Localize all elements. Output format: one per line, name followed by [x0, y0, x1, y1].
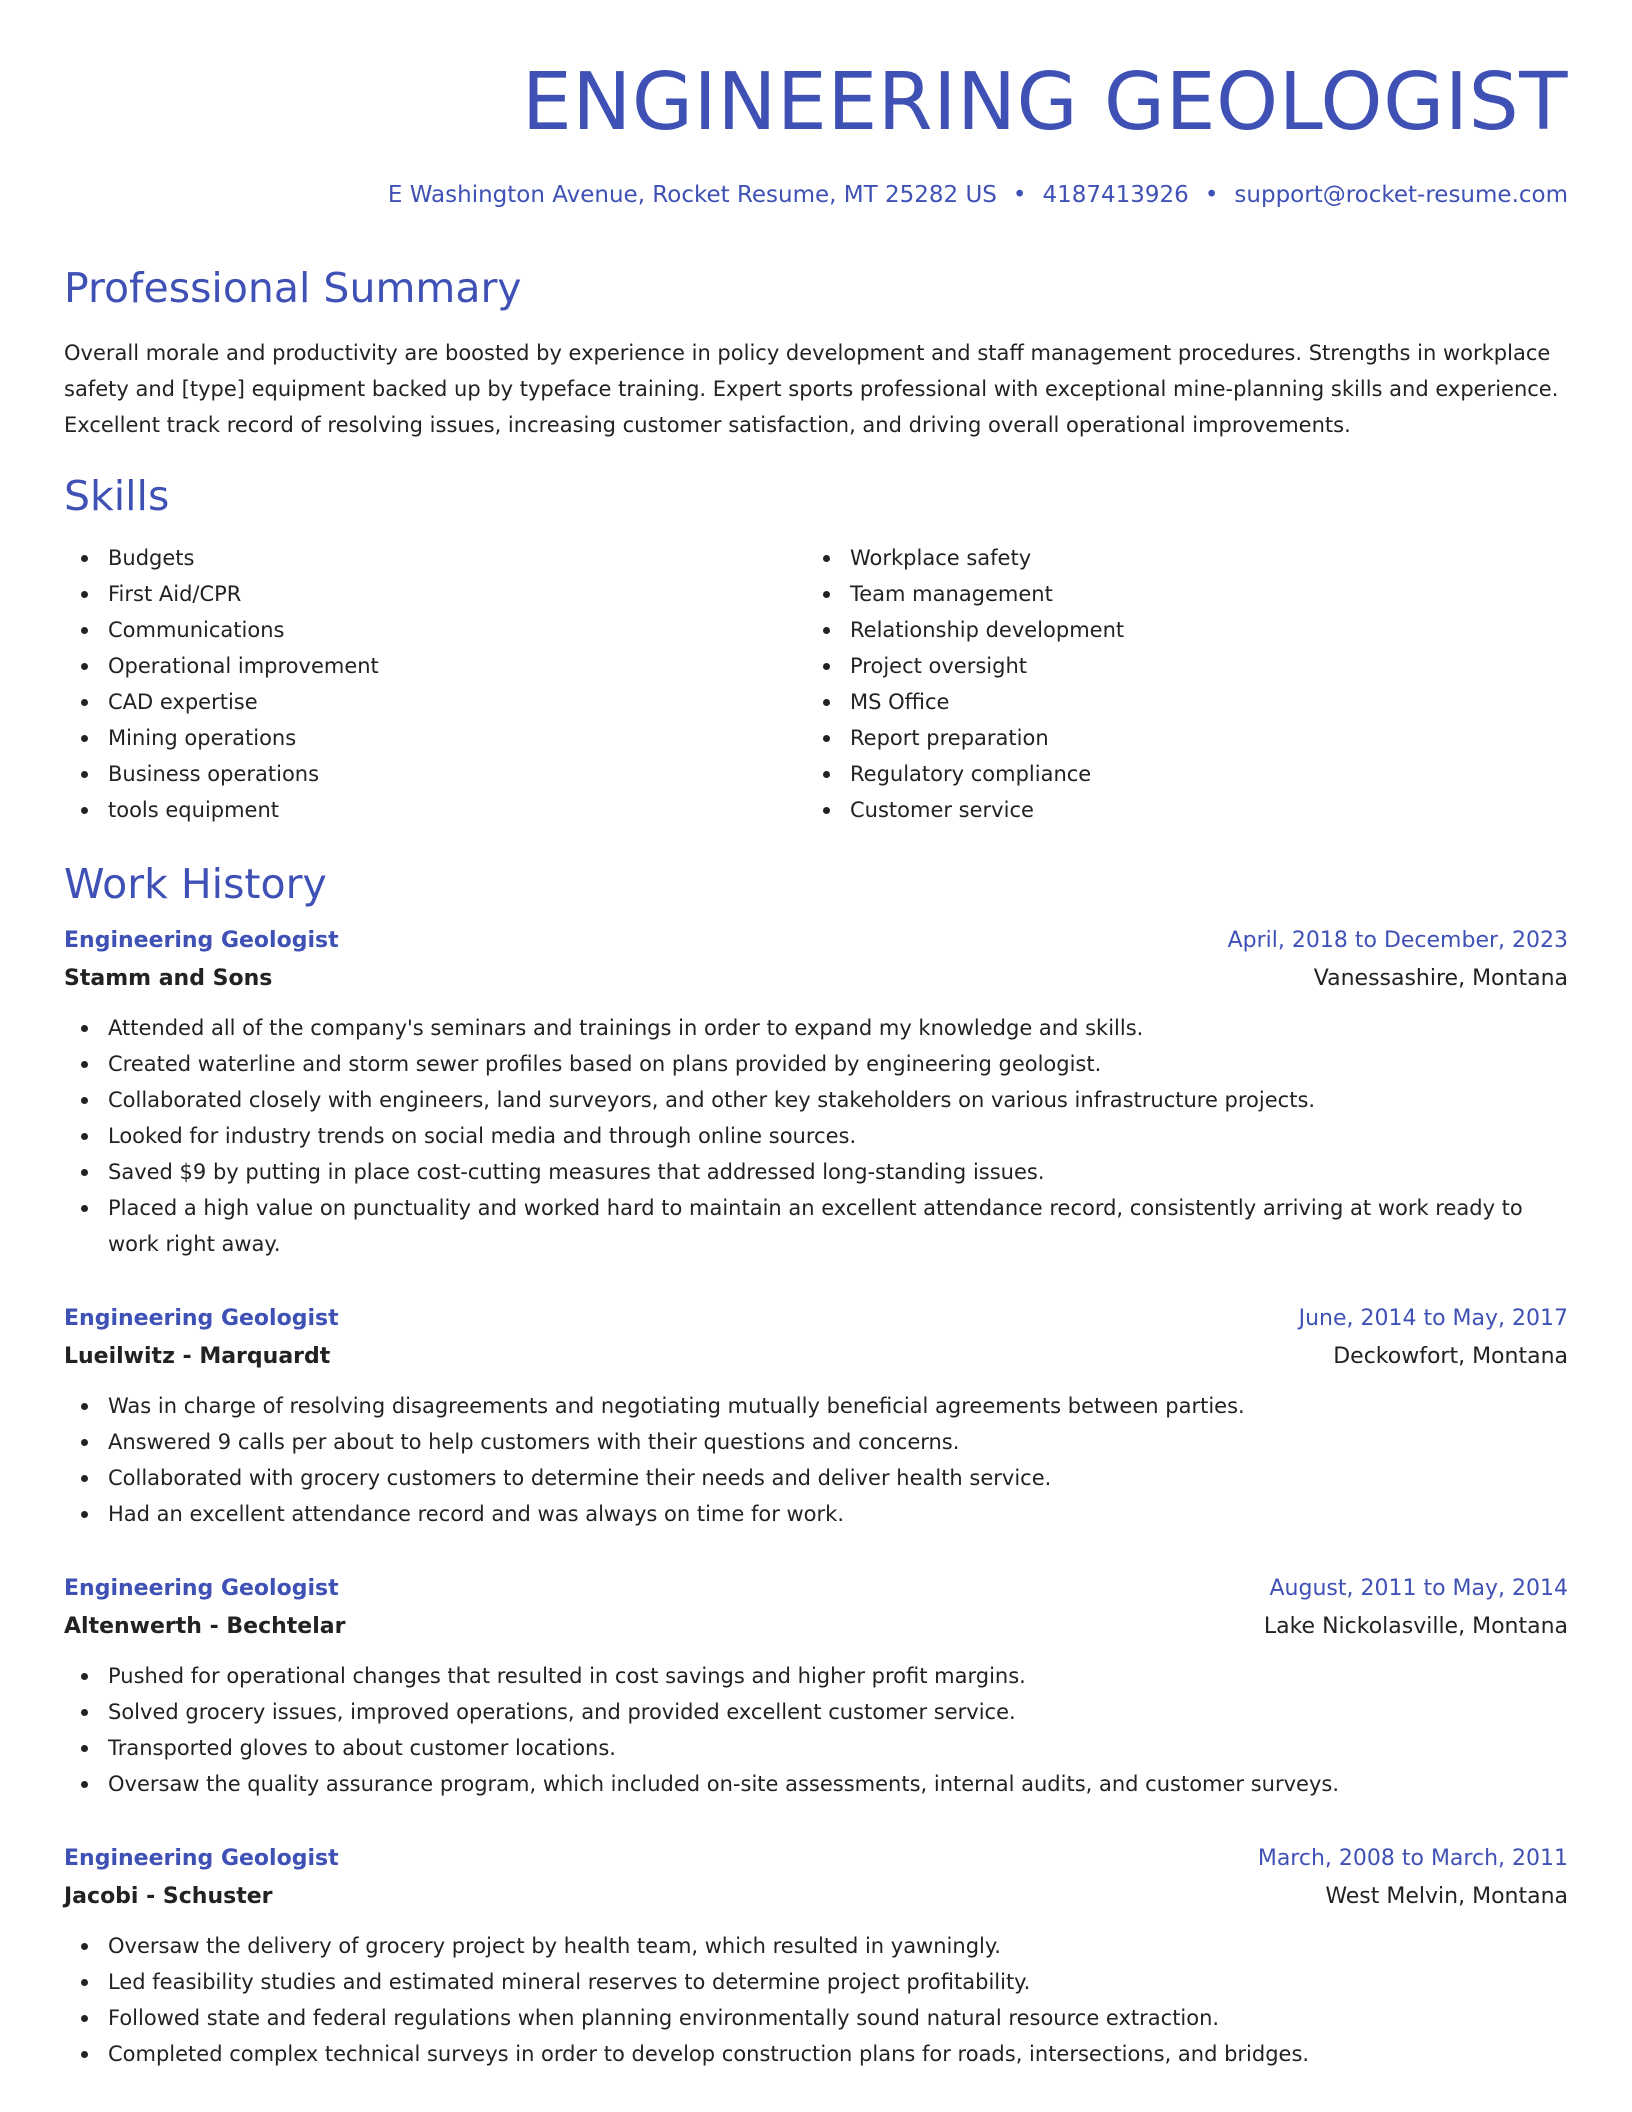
job-dates: June, 2014 to May, 2017 — [1298, 1306, 1568, 1331]
job-location: West Melvin, Montana — [1325, 1884, 1568, 1909]
job-bullet — [64, 1388, 1568, 1424]
job-entry — [64, 922, 1568, 1262]
job-bullet-text: Oversaw the delivery of grocery project by health team, which resulted in yawningly. — [108, 1934, 1001, 1958]
job-bullets — [64, 1010, 1568, 1262]
skill-item: Mining operations — [64, 720, 806, 756]
job-entry — [64, 1570, 1568, 1802]
skill-item: Regulatory compliance — [806, 756, 1548, 792]
job-bullet — [64, 1046, 1568, 1082]
resume-header — [64, 54, 1568, 210]
job-entry — [64, 1300, 1568, 1532]
job-bullet-text: Collaborated with grocery customers to determine their needs and deliver health service. — [108, 1466, 1052, 1490]
skill-item: Project oversight — [806, 648, 1548, 684]
job-bullet — [64, 1694, 1568, 1730]
contact-separator: • — [1012, 182, 1027, 208]
skill-item: Business operations — [64, 756, 806, 792]
job-title: Engineering Geologist — [64, 1846, 339, 1871]
resume-page — [64, 0, 1568, 2066]
work-history-heading: Work History — [64, 860, 327, 908]
job-bullet — [64, 1460, 1568, 1496]
skill-item: First Aid/CPR — [64, 576, 806, 612]
job-header-row — [64, 1300, 1568, 1338]
job-bullets — [64, 1658, 1568, 1802]
skill-item: Communications — [64, 612, 806, 648]
job-bullet-text: Attended all of the company's seminars and trainings in order to expand my knowledge and skills. — [108, 1016, 1144, 1040]
job-dates: August, 2011 to May, 2014 — [1269, 1576, 1568, 1601]
job-bullet-text: Followed state and federal regulations when planning environmentally sound natural resource extraction. — [108, 2006, 1220, 2030]
job-entry — [64, 1840, 1568, 2072]
skill-item: Budgets — [64, 540, 806, 576]
candidate-title: ENGINEERING GEOLOGIST — [521, 56, 1568, 148]
job-title: Engineering Geologist — [64, 928, 339, 953]
job-company-row — [64, 1338, 1568, 1376]
job-bullet-text: Saved $9 by putting in place cost-cutting measures that addressed long-standing issues. — [108, 1160, 1045, 1184]
job-bullet — [64, 1190, 1568, 1262]
job-bullet — [64, 2036, 1568, 2072]
job-company-row — [64, 960, 1568, 998]
contact-separator: • — [1204, 182, 1219, 208]
summary-heading: Professional Summary — [64, 264, 522, 312]
job-bullet — [64, 1658, 1568, 1694]
job-bullet-text: Solved grocery issues, improved operations, and provided excellent customer service. — [108, 1700, 1016, 1724]
job-bullet-text: Created waterline and storm sewer profiles based on plans provided by engineering geologist. — [108, 1052, 1102, 1076]
job-bullet-text: Was in charge of resolving disagreements and negotiating mutually beneficial agreements between parties. — [108, 1394, 1245, 1418]
skill-item: Team management — [806, 576, 1548, 612]
job-bullet — [64, 1730, 1568, 1766]
job-bullets — [64, 1928, 1568, 2072]
job-bullet — [64, 1082, 1568, 1118]
job-bullet — [64, 1928, 1568, 1964]
job-header-row — [64, 1840, 1568, 1878]
skills-column-left — [64, 540, 806, 828]
job-location: Lake Nickolasville, Montana — [1263, 1614, 1568, 1639]
job-company: Altenwerth - Bechtelar — [64, 1614, 346, 1639]
job-bullet-text: Led feasibility studies and estimated mineral reserves to determine project profitability. — [108, 1970, 1031, 1994]
job-bullet-text: Oversaw the quality assurance program, which included on-site assessments, internal audits, and customer surveys. — [108, 1772, 1340, 1796]
job-header-row — [64, 922, 1568, 960]
skill-item: CAD expertise — [64, 684, 806, 720]
job-dates: April, 2018 to December, 2023 — [1227, 928, 1568, 953]
job-bullet — [64, 1118, 1568, 1154]
contact-phone: 4187413926 — [1042, 182, 1189, 208]
contact-address: E Washington Avenue, Rocket Resume, MT 25282 US — [387, 182, 997, 208]
job-bullet — [64, 2000, 1568, 2036]
job-bullet — [64, 1154, 1568, 1190]
job-header-row — [64, 1570, 1568, 1608]
job-bullet-text: Completed complex technical surveys in order to develop construction plans for roads, intersections, and bridges. — [108, 2042, 1310, 2066]
skills-heading: Skills — [64, 472, 170, 520]
job-company-row — [64, 1608, 1568, 1646]
job-bullets — [64, 1388, 1568, 1532]
job-company: Stamm and Sons — [64, 966, 273, 991]
job-bullet — [64, 1496, 1568, 1532]
contact-email: support@rocket-resume.com — [1234, 182, 1568, 208]
job-bullet-text: Transported gloves to about customer locations. — [108, 1736, 616, 1760]
skill-item: Customer service — [806, 792, 1548, 828]
skill-item: Report preparation — [806, 720, 1548, 756]
job-location: Vanessashire, Montana — [1313, 966, 1568, 991]
job-bullet-text: Collaborated closely with engineers, land surveyors, and other key stakeholders on various infrastructure projects. — [108, 1088, 1316, 1112]
job-bullet-text: Answered 9 calls per about to help customers with their questions and concerns. — [108, 1430, 960, 1454]
job-title: Engineering Geologist — [64, 1576, 339, 1601]
job-company: Lueilwitz - Marquardt — [64, 1344, 331, 1369]
skill-item: Operational improvement — [64, 648, 806, 684]
job-bullet — [64, 1766, 1568, 1802]
job-bullet — [64, 1010, 1568, 1046]
job-company: Jacobi - Schuster — [64, 1884, 273, 1909]
skill-item: Workplace safety — [806, 540, 1548, 576]
job-company-row — [64, 1878, 1568, 1916]
job-bullet-text: Looked for industry trends on social media and through online sources. — [108, 1124, 857, 1148]
skills-column-right — [806, 540, 1548, 828]
job-bullet-text: Placed a high value on punctuality and worked hard to maintain an excellent attendance record, consistently arriving at work ready to work right away. — [108, 1196, 1523, 1256]
contact-line — [64, 180, 1568, 210]
skill-item: MS Office — [806, 684, 1548, 720]
job-location: Deckowfort, Montana — [1333, 1344, 1568, 1369]
skill-item: tools equipment — [64, 792, 806, 828]
job-title: Engineering Geologist — [64, 1306, 339, 1331]
job-bullet-text: Pushed for operational changes that resulted in cost savings and higher profit margins. — [108, 1664, 1026, 1688]
job-bullet-text: Had an excellent attendance record and was always on time for work. — [108, 1502, 845, 1526]
job-bullet — [64, 1964, 1568, 2000]
summary-text: Overall morale and productivity are boosted by experience in policy development and staff management procedures. Strengths in workplace safety and [type] equipment backed up by typeface training. Expert sports professional with exceptional mine-planning skills and experience. Excellent track record of resolving issues, increasing customer satisfaction, and driving overall operational improvements. — [64, 341, 1559, 437]
skill-item: Relationship development — [806, 612, 1548, 648]
job-dates: March, 2008 to March, 2011 — [1257, 1846, 1568, 1871]
job-bullet — [64, 1424, 1568, 1460]
skills-list — [64, 540, 1568, 828]
